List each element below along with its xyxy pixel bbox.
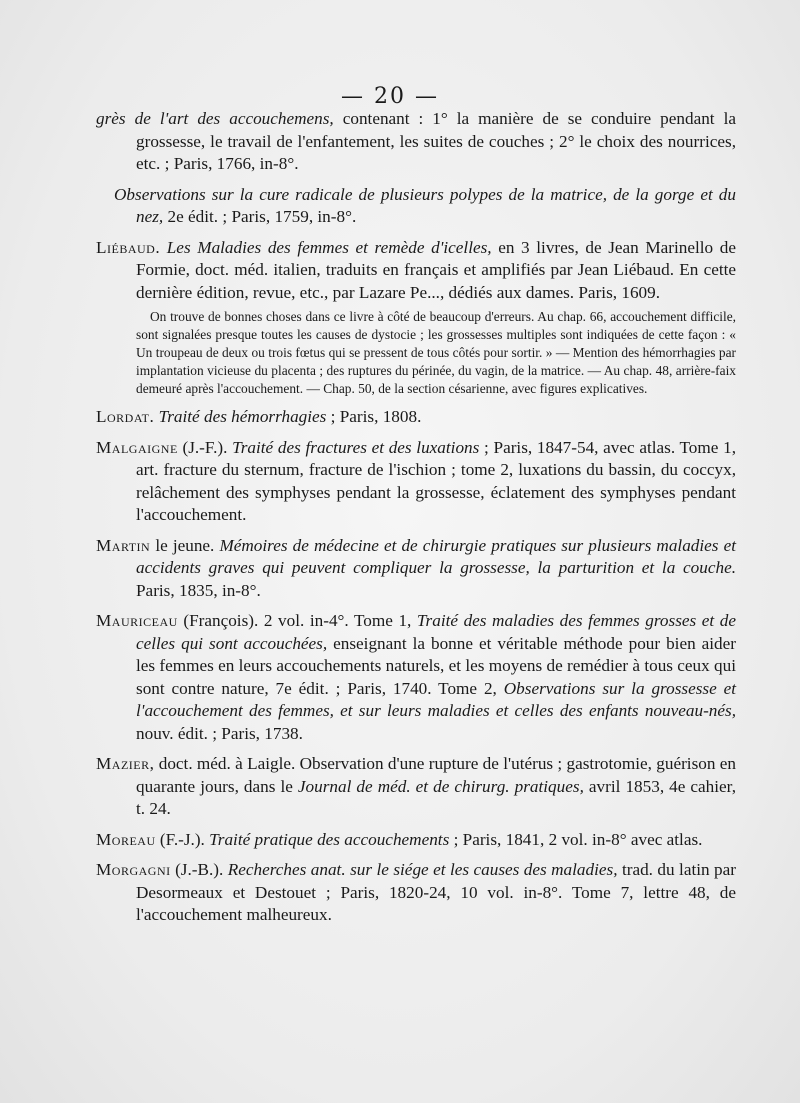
work-title: Observations sur la grossesse et l'accouchement des femmes, et sur leurs maladies et celles des enfants nouveau-nés, (136, 678, 737, 720)
entry-morgagni (96, 859, 736, 927)
author-name: Liébaud. (96, 237, 161, 257)
author-name: Moreau (96, 829, 156, 849)
page-number: — 20 — (341, 84, 439, 109)
entry-text: doct. méd. à Laigle. Observation d'une rupture de l'utérus ; gastrotomie, guérison en quarante jours, dans le (136, 754, 736, 796)
author-name: Mazier, (96, 754, 155, 773)
work-title: Traité des hémorrhagies (158, 407, 327, 426)
author-name: Lordat. (96, 407, 155, 426)
work-title: Journal de méd. et de chirurg. pratiques, (297, 776, 584, 796)
author-initials: (F.-J.). (155, 829, 210, 849)
entry-note: On trouve de bonnes choses dans ce livre à côté de beaucoup d'erreurs. Au chap. 66, accouchement difficile, sont signalées presque toutes les causes de dystocie ; les grossesses multiples sont indiquées de cette façon : « Un troupeau de deux ou trois fœtus qui se pressent de tous côtés pour sortir. » — Mention des hémorrhagies par implantation vicieuse du placenta ; des ruptures du périnée, du vagin, de la matrice. — Au chap. 48, arrière-faix demeuré après l'accouchement. — Chap. 50, de la section césarienne, avec figures explicatives. (136, 309, 736, 396)
work-title: Traité des fractures et des luxations (232, 437, 480, 457)
author-initials: (François). 2 vol. in-4°. Tome 1, (177, 611, 417, 630)
entry-text: en 3 livres, de Jean Marinello de Formie, doct. méd. italien, traduits en français et amplifiés par Jean Liébaud. En cette dernière édition, revue, etc., par Lazare Pe..., dédiés aux dames. Paris, 1609. (136, 237, 736, 302)
work-title: Recherches anat. sur le siége et les causes des maladies, (227, 860, 618, 879)
entry-text: ; Paris, 1841, 2 vol. in-8° avec atlas. (449, 829, 703, 849)
entry-malgaigne (96, 437, 736, 527)
work-title: Traité des maladies des femmes grosses et de celles qui sont accouchées, (136, 611, 736, 653)
work-title: Les Maladies des femmes et remède d'icelles, (166, 237, 492, 257)
work-title: Traité pratique des accouchements (209, 829, 450, 849)
author-name: Martin (96, 535, 151, 555)
entry-text: Paris, 1835, in-8°. (136, 580, 261, 600)
author-name: Malgaigne (96, 437, 178, 457)
entry-text: 2e édit. ; Paris, 1759, in-8°. (163, 207, 357, 226)
entry-liebaud (96, 237, 736, 305)
work-title: Mémoires de médecine et de chirurgie pratiques sur plusieurs maladies et accidents graves qui peuvent compliquer la grossesse, la parturition et la couche. (136, 535, 736, 577)
entry-moreau (96, 829, 736, 852)
author-suffix: le jeune. (150, 535, 220, 555)
entry-text: nouv. édit. ; Paris, 1738. (136, 723, 303, 743)
author-name: Mauriceau (96, 611, 178, 630)
work-title: Observations sur la cure radicale de plusieurs polypes de la matrice, de la gorge et du nez, (114, 184, 736, 226)
author-initials: (J.-B.). (170, 860, 228, 879)
entry-text: ; Paris, 1847-54, avec atlas. Tome 1, art. fracture du sternum, fracture de l'ischion ; tome 2, luxations du bassin, du coccyx, relâchement des symphyses pendant la grossesse, éclatement des symphyses pendant l'accouchement. (136, 437, 736, 524)
entry-text: contenant : 1° la manière de se conduire pendant la grossesse, le travail de l'enfantement, les suites de couches ; 2° le choix des nourrices, etc. ; Paris, 1766, in-8°. (136, 109, 736, 173)
entry-mazier (96, 753, 736, 821)
entry-martin (96, 535, 736, 603)
entry-text: trad. du latin par Desormeaux et Destouet ; Paris, 1820-24, 10 vol. in-8°. Tome 7, lettre 48, de l'accouchement malheureux. (136, 860, 736, 924)
entry-levret-2 (96, 184, 736, 229)
entry-mauriceau (96, 610, 736, 745)
entry-lordat (96, 406, 736, 429)
author-initials: (J.-F.). (177, 437, 233, 457)
entry-levret-1 (96, 108, 736, 176)
entry-text: avril 1853, 4e cahier, t. 24. (136, 776, 737, 818)
entry-text: enseignant la bonne et véritable méthode pour bien aider les femmes en leurs accouchements naturels, et les moyens de remédier à tous ceux qui sont contre nature, 7e édit. ; Paris, 1740. Tome 2, (136, 633, 736, 698)
bibliography-list (96, 109, 737, 935)
work-title: grès de l'art des accouchemens, (96, 109, 334, 128)
entry-text: ; Paris, 1808. (326, 407, 422, 426)
author-name: Morgagni (96, 860, 171, 879)
